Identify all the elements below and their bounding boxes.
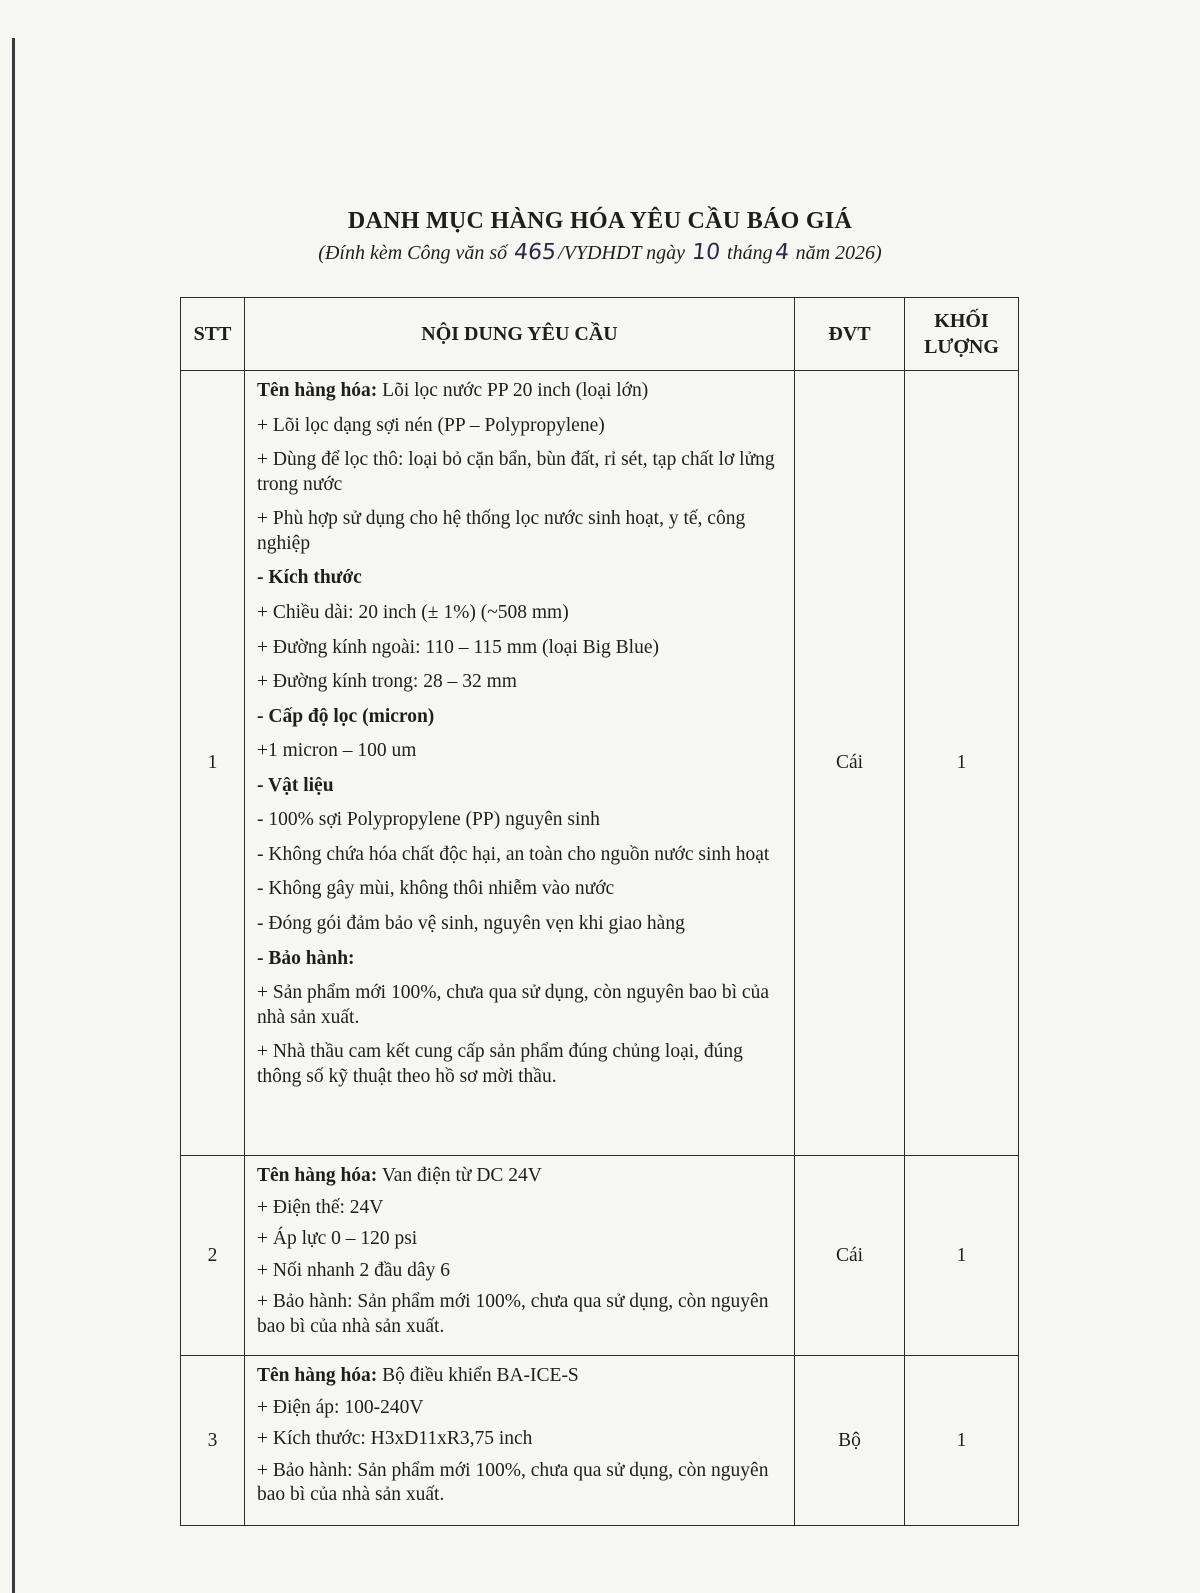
- row-stt: 1: [181, 371, 245, 1156]
- row-qty: 1: [905, 371, 1019, 1156]
- row-unit: Cái: [795, 371, 905, 1156]
- spec-line: + Điện áp: 100-240V: [257, 1396, 424, 1418]
- header-unit: ĐVT: [795, 298, 905, 371]
- spec-line: + Bảo hành: Sản phẩm mới 100%, chưa qua sử dụng, còn nguyên bao bì của nhà sản xuất.: [257, 1459, 769, 1506]
- table-row: [181, 371, 1019, 1156]
- row-stt: 3: [181, 1356, 245, 1526]
- spec-line: + Đường kính trong: 28 – 32 mm: [257, 671, 517, 693]
- handwritten-doc-number: 465: [512, 240, 558, 265]
- spec-heading: - Cấp độ lọc (micron): [257, 705, 435, 727]
- item-name-value: Bộ điều khiển BA-ICE-S: [382, 1365, 579, 1386]
- item-name: [257, 1364, 784, 1389]
- header-qty: [905, 298, 1019, 371]
- spec-line: + Phù hợp sử dụng cho hệ thống lọc nước sinh hoạt, y tế, công nghiệp: [257, 508, 746, 554]
- spec-line: + Sản phẩm mới 100%, chưa qua sử dụng, còn nguyên bao bì của nhà sản xuất.: [257, 982, 769, 1028]
- spec-line: + Đường kính ngoài: 110 – 115 mm (loại Big Blue): [257, 636, 659, 658]
- header-stt: STT: [181, 298, 245, 371]
- subtitle-suffix: năm 2026): [795, 242, 882, 264]
- subtitle-prefix: (Đính kèm Công văn số: [318, 242, 508, 264]
- spec-line: + Lõi lọc dạng sợi nén (PP – Polypropylene): [257, 414, 605, 436]
- document-title: DANH MỤC HÀNG HÓA YÊU CẦU BÁO GIÁ: [347, 208, 853, 234]
- item-name-value: Lõi lọc nước PP 20 inch (loại lớn): [382, 380, 649, 401]
- item-name: [257, 1164, 784, 1189]
- document-subtitle: [0, 240, 1200, 265]
- spec-line: + Nhà thầu cam kết cung cấp sản phẩm đúng chủng loại, đúng thông số kỹ thuật theo hồ sơ mời thầu.: [257, 1041, 743, 1087]
- table-row: [181, 1156, 1019, 1356]
- page-edge-rule: [12, 38, 15, 1593]
- spec-heading: - Kích thước: [257, 567, 362, 589]
- spec-line: - Đóng gói đảm bảo vệ sinh, nguyên vẹn khi giao hàng: [257, 913, 685, 934]
- item-name-label: Tên hàng hóa:: [257, 1365, 378, 1386]
- spec-line: + Chiều dài: 20 inch (± 1%) (~508 mm): [257, 601, 569, 623]
- row-content: [245, 371, 795, 1156]
- table-header-row: [181, 298, 1019, 371]
- spec-line: +1 micron – 100 um: [257, 740, 417, 762]
- item-name: [257, 379, 784, 404]
- item-name-label: Tên hàng hóa:: [257, 1165, 378, 1186]
- goods-table: [180, 297, 1019, 1526]
- header-qty-line-2: LƯỢNG: [924, 336, 999, 358]
- spec-line: + Bảo hành: Sản phẩm mới 100%, chưa qua sử dụng, còn nguyên bao bì của nhà sản xuất.: [257, 1291, 769, 1337]
- item-name-value: Van điện từ DC 24V: [381, 1165, 542, 1186]
- row-qty: 1: [905, 1356, 1019, 1526]
- subtitle-mid-2: tháng: [727, 242, 773, 264]
- spec-line: + Dùng để lọc thô: loại bỏ cặn bẩn, bùn đất, rỉ sét, tạp chất lơ lửng trong nước: [257, 449, 775, 495]
- row-content: [245, 1156, 795, 1356]
- handwritten-month: 4: [773, 240, 790, 265]
- row-unit: Cái: [795, 1156, 905, 1356]
- spec-line: + Nối nhanh 2 đầu dây 6: [257, 1259, 450, 1281]
- subtitle-mid-1: /VYDHDT ngày: [558, 242, 686, 264]
- spec-line: + Kích thước: H3xD11xR3,75 inch: [257, 1428, 533, 1450]
- item-name-label: Tên hàng hóa:: [257, 380, 378, 401]
- row-content: [245, 1356, 795, 1526]
- spec-line: - Không chứa hóa chất độc hại, an toàn cho nguồn nước sinh hoạt: [257, 843, 770, 865]
- spec-heading: - Bảo hành:: [257, 947, 355, 969]
- row-unit: Bộ: [795, 1356, 905, 1526]
- row-stt: 2: [181, 1156, 245, 1356]
- header-qty-line-1: KHỐI: [934, 310, 989, 332]
- header-content: NỘI DUNG YÊU CẦU: [245, 298, 795, 371]
- spec-heading: - Vật liệu: [257, 774, 334, 796]
- spec-line: + Điện thế: 24V: [257, 1196, 384, 1218]
- table-row: [181, 1356, 1019, 1526]
- spec-line: + Áp lực 0 – 120 psi: [257, 1228, 418, 1250]
- spec-line: - Không gây mùi, không thôi nhiễm vào nước: [257, 878, 615, 900]
- row-qty: 1: [905, 1156, 1019, 1356]
- handwritten-day: 10: [690, 240, 722, 265]
- spec-line: - 100% sợi Polypropylene (PP) nguyên sinh: [257, 809, 600, 831]
